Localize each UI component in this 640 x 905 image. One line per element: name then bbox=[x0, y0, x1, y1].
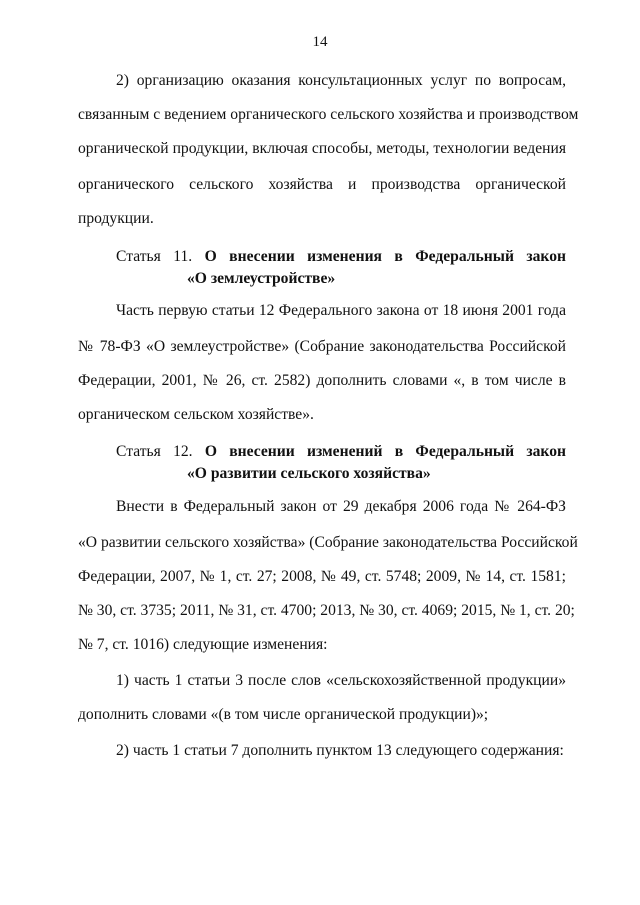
article-11-title-line1: О внесении изменения в Федеральный закон bbox=[204, 248, 566, 265]
paragraph-line: Внести в Федеральный закон от 29 декабря 2006 года № 264-ФЗ bbox=[116, 498, 566, 515]
article-11-title-line2: «О землеустройстве» bbox=[187, 270, 336, 287]
paragraph-line: связанным с ведением органического сельского хозяйства и производством bbox=[78, 106, 579, 123]
paragraph-line: № 30, ст. 3735; 2011, № 31, ст. 4700; 2013, № 30, ст. 4069; 2015, № 1, ст. 20; bbox=[78, 602, 575, 619]
article-12-title-line2: «О развитии сельского хозяйства» bbox=[187, 465, 431, 482]
paragraph-line: 2) организацию оказания консультационных услуг по вопросам, bbox=[116, 72, 566, 89]
paragraph-line: «О развитии сельского хозяйства» (Собрание законодательства Российской bbox=[78, 534, 578, 551]
paragraph-line: № 78-ФЗ «О землеустройстве» (Собрание законодательства Российской bbox=[78, 338, 566, 355]
paragraph-line: дополнить словами «(в том числе органической продукции)»; bbox=[78, 706, 489, 723]
paragraph-line: продукции. bbox=[78, 210, 154, 227]
article-11-heading bbox=[116, 246, 566, 290]
article-11-prefix: Статья 11. bbox=[116, 248, 193, 265]
paragraph-line: Часть первую статьи 12 Федерального закона от 18 июня 2001 года bbox=[116, 302, 566, 319]
paragraph-line: 1) часть 1 статьи 3 после слов «сельскохозяйственной продукции» bbox=[116, 672, 566, 689]
paragraph-line: органической продукции, включая способы, методы, технологии ведения bbox=[78, 140, 566, 157]
article-12-title-line1: О внесении изменений в Федеральный закон bbox=[204, 443, 566, 460]
paragraph-line: Федерации, 2007, № 1, ст. 27; 2008, № 49, ст. 5748; 2009, № 14, ст. 1581; bbox=[78, 568, 566, 585]
paragraph-line: органическом сельском хозяйстве». bbox=[78, 406, 314, 423]
paragraph-line: Федерации, 2001, № 26, ст. 2582) дополнить словами «, в том числе в bbox=[78, 372, 566, 389]
paragraph-line: № 7, ст. 1016) следующие изменения: bbox=[78, 636, 328, 653]
paragraph-line: органического сельского хозяйства и производства органической bbox=[78, 176, 566, 193]
page-number: 14 bbox=[312, 34, 328, 50]
article-12-prefix: Статья 12. bbox=[116, 443, 193, 460]
article-12-heading bbox=[116, 441, 566, 485]
paragraph-line: 2) часть 1 статьи 7 дополнить пунктом 13 следующего содержания: bbox=[116, 742, 564, 759]
